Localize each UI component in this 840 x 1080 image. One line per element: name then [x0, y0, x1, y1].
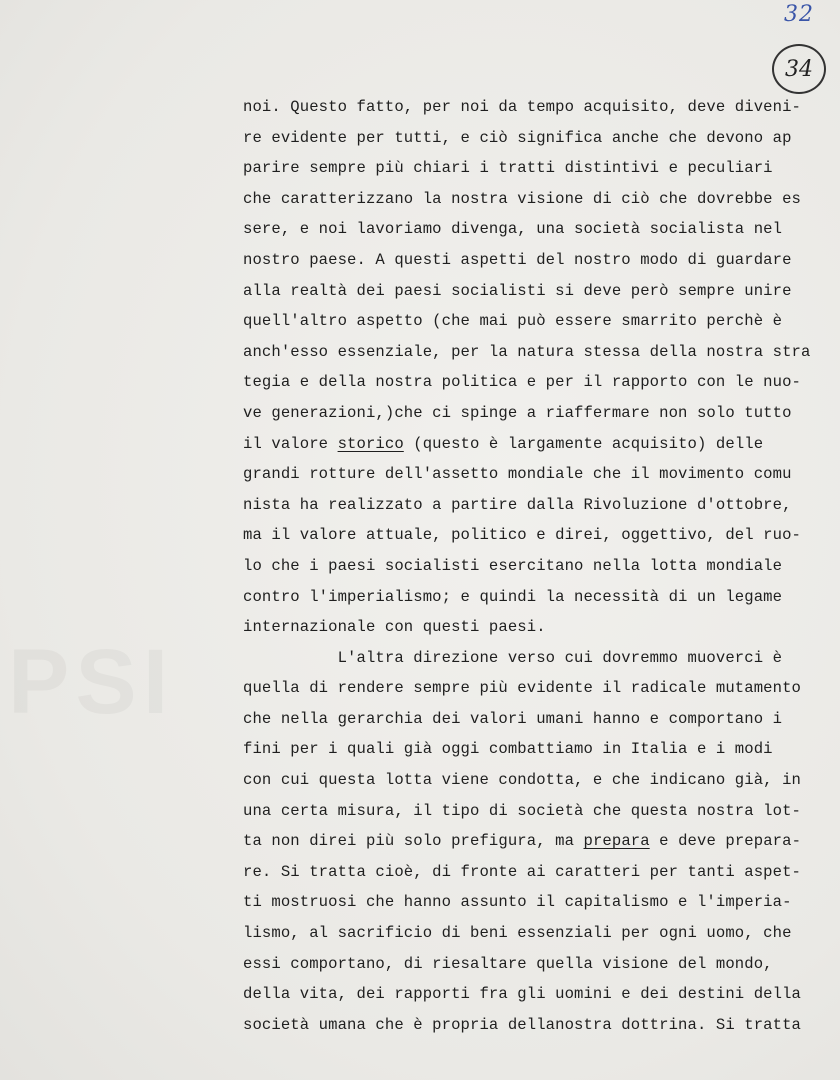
- text-line: [243, 826, 833, 857]
- text-line: essi comportano, di riesaltare quella visione del mondo,: [243, 954, 773, 973]
- text-line: contro l'imperialismo; e quindi la necessità di un legame: [243, 587, 783, 606]
- text-line: [243, 429, 833, 460]
- text-line: società umana che è propria dellanostra dottrina. Si tratta: [243, 1015, 802, 1034]
- text-line: nista ha realizzato a partire dalla Rivoluzione d'ottobre,: [243, 495, 792, 514]
- page-number-circled-label: 34: [785, 56, 813, 82]
- text-segment: (questo è largamente acquisito) delle: [403, 434, 764, 453]
- text-line: della vita, dei rapporti fra gli uomini e dei destini della: [243, 985, 802, 1004]
- text-line: anch'esso essenziale, per la natura stessa della nostra stra: [243, 342, 811, 361]
- text-line: fini per i quali già oggi combattiamo in Italia e i modi: [243, 740, 773, 759]
- text-line: quell'altro aspetto (che mai può essere smarrito perchè è: [243, 312, 783, 331]
- text-line: grandi rotture dell'assetto mondiale che il movimento comu: [243, 465, 792, 484]
- text-segment: e deve prepara-: [649, 832, 802, 851]
- text-line: ti mostruosi che hanno assunto il capitalismo e l'imperia-: [243, 893, 792, 912]
- page-number-circled: [772, 44, 826, 94]
- text-line: lo che i paesi socialisti esercitano nella lotta mondiale: [243, 556, 783, 575]
- typewritten-body: [243, 92, 833, 1040]
- text-line: alla realtà dei paesi socialisti si deve però sempre unire: [243, 281, 792, 300]
- text-line: una certa misura, il tipo di società che questa nostra lot-: [243, 801, 802, 820]
- text-line: lismo, al sacrificio di beni essenziali per ogni uomo, che: [243, 924, 792, 943]
- bleed-through-mark: [8, 630, 174, 735]
- text-line: parire sempre più chiari i tratti distintivi e peculiari: [243, 159, 773, 178]
- text-line: che caratterizzano la nostra visione di ciò che dovrebbe es: [243, 189, 802, 208]
- underlined-word: storico: [337, 434, 404, 453]
- underlined-word: prepara: [583, 832, 650, 851]
- text-line: ve generazioni,)che ci spinge a riaffermare non solo tutto: [243, 403, 792, 422]
- text-line: ma il valore attuale, politico e direi, oggettivo, del ruo-: [243, 526, 802, 545]
- text-line: quella di rendere sempre più evidente il radicale mutamento: [243, 679, 802, 698]
- text-line: con cui questa lotta viene condotta, e che indicano già, in: [243, 771, 802, 790]
- text-line: L'altra direzione verso cui dovremmo muoverci è: [243, 648, 783, 667]
- text-line: re. Si tratta cioè, di fronte ai caratteri per tanti aspet-: [243, 862, 802, 881]
- text-line: noi. Questo fatto, per noi da tempo acquisito, deve diveni-: [243, 98, 802, 116]
- text-line: nostro paese. A questi aspetti del nostro modo di guardare: [243, 250, 792, 269]
- text-segment: ta non direi più solo prefigura, ma: [243, 832, 584, 851]
- text-segment: il valore: [243, 434, 338, 453]
- text-line: che nella gerarchia dei valori umani hanno e comportano i: [243, 709, 783, 728]
- page-number-top: 32: [784, 2, 814, 27]
- text-line: tegia e della nostra politica e per il rapporto con le nuo-: [243, 373, 802, 392]
- text-line: internazionale con questi paesi.: [243, 618, 546, 637]
- text-line: re evidente per tutti, e ciò significa anche che devono ap: [243, 128, 792, 147]
- text-line: sere, e noi lavoriamo divenga, una società socialista nel: [243, 220, 783, 239]
